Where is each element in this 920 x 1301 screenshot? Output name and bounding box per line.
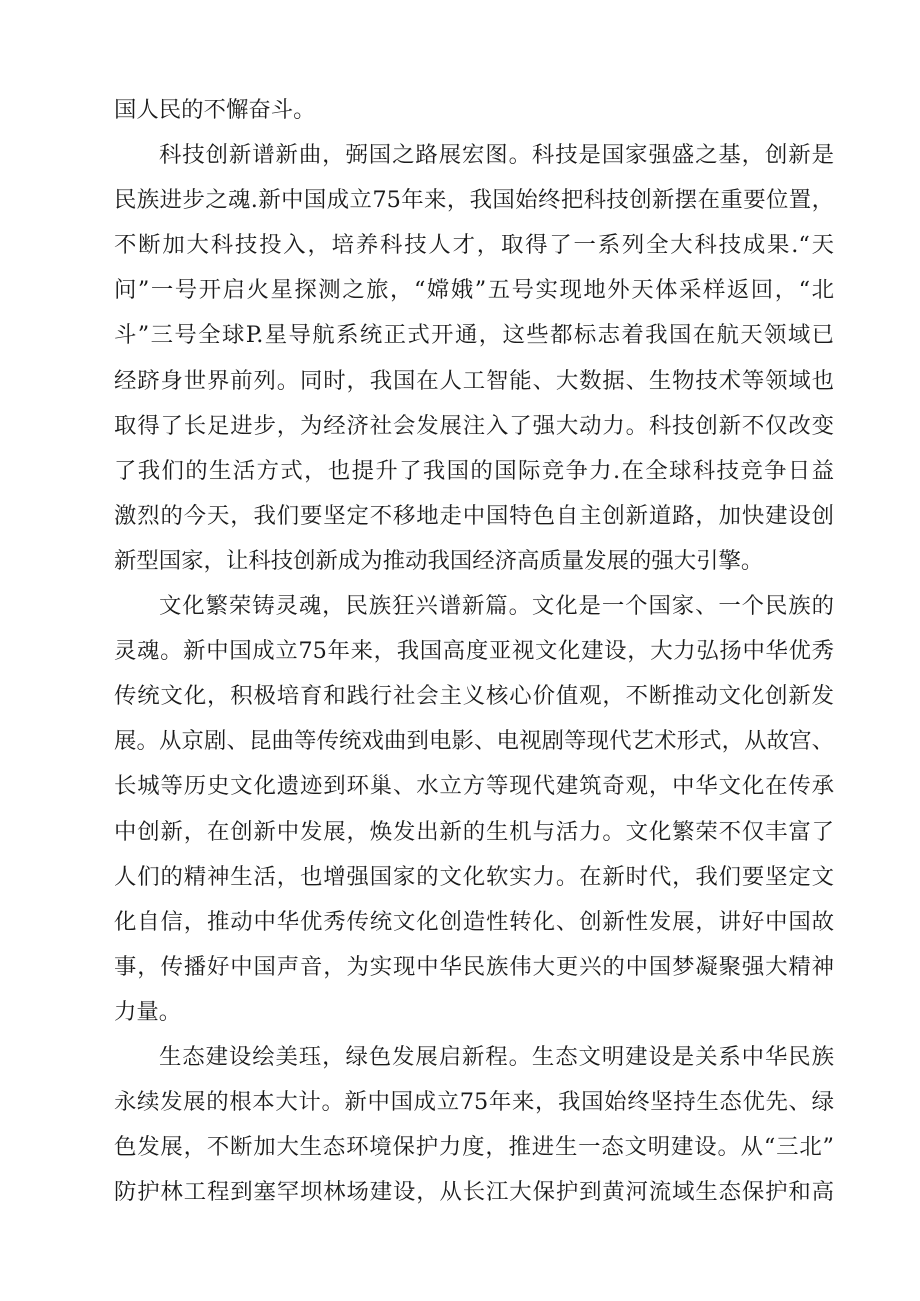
text-line: 展。从京剧、昆曲等传统戏曲到电影、电视剧等现代艺术形式，从故宫、 <box>114 728 834 755</box>
text-line: 取得了长足进步，为经济社会发展注入了强大动力。科技创新不仅改变 <box>114 412 834 439</box>
text-line: 永续发展的根本大计。新中国成立75年来，我国始终坚持生态优先、绿 <box>114 1089 834 1116</box>
text-line: 民族进步之魂.新中国成立75年来，我国始终把科技创新摆在重要位置， <box>114 187 834 214</box>
text-line: 斗”三号全球P.星导航系统正式开通，这些都标志着我国在航天领域已 <box>114 322 834 349</box>
text-line: 新型国家，让科技创新成为推动我国经济高质量发展的强大引擎。 <box>114 547 764 574</box>
paragraph-ecology <box>114 1035 834 1215</box>
text-line: 文化繁荣铸灵魂，民族狂兴谱新篇。文化是一个国家、一个民族的 <box>159 593 834 620</box>
text-line: 人们的精神生活，也增强国家的文化软实力。在新时代，我们要坚定文 <box>114 863 834 890</box>
text-line: 生态建设绘美珏，绿色发展启新程。生态文明建设是关系中华民族 <box>159 1043 834 1070</box>
paragraph-culture <box>114 584 834 1035</box>
body-text <box>114 88 834 1215</box>
text-line: 色发展，不断加大生态环境保护力度，推进生一态文明建设。从“三北” <box>114 1134 834 1161</box>
text-line: 防护林工程到塞罕坝林场建设，从长江大保护到黄河流域生态保护和高 <box>114 1179 834 1206</box>
text-line: 力量。 <box>114 998 182 1025</box>
text-line: 问”一号开启火星探测之旅，“嫦娥”五号实现地外天体采样返回，“北 <box>114 277 834 304</box>
text-line: 传统文化，积极培育和践行社会主义核心价值观，不断推动文化创新发 <box>114 683 834 710</box>
text-line: 不断加大科技投入，培养科技人才，取得了一系列全大科技成果.“天 <box>114 232 834 259</box>
text-line: 了我们的生活方式，也提升了我国的国际竞争力.在全球科技竞争日益 <box>114 457 834 484</box>
text-line: 化自信，推动中华优秀传统文化创造性转化、创新性发展，讲好中国故 <box>114 908 834 935</box>
text-line: 激烈的今天，我们要坚定不移地走中国特色自主创新道路，加快建设创 <box>114 502 834 529</box>
text-line: 事，传播好中国声音，为实现中华民族伟大更兴的中国梦凝聚强大精神 <box>114 953 834 980</box>
text-line: 科技创新谱新曲，弼国之路展宏图。科技是国家强盛之基，创新是 <box>159 142 834 169</box>
text-line: 中创新，在创新中发展，焕发出新的生机与活力。文化繁荣不仅丰富了 <box>114 818 834 845</box>
paragraph-technology <box>114 133 834 584</box>
text-line: 灵魂。新中国成立75年来，我国高度亚视文化建设，大力弘扬中华优秀 <box>114 638 834 665</box>
text-line: 长城等历史文化遗迹到环巢、水立方等现代建筑奇观，中华文化在传承 <box>114 773 834 800</box>
text-line: 国人民的不懈奋斗。 <box>114 97 316 123</box>
text-line: 经跻身世界前列。同时，我国在人工智能、大数据、生物技术等领域也 <box>114 367 834 394</box>
paragraph-continuation <box>114 88 834 133</box>
